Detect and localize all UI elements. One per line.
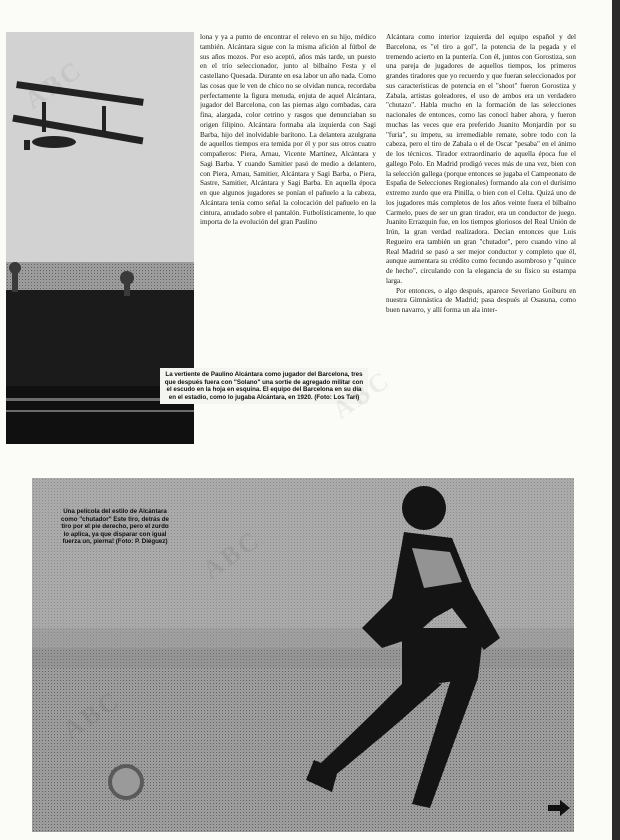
page-edge-bar [612,0,620,840]
article-paragraph: Por entonces, o algo después, aparece Severiano Goiburu en nuestra Gimnástica de Madrid; pasa después al Osasuna, como buen navarro, y allí forma un ala inter- [386,286,576,314]
caption-top-photo: La vertiente de Paulino Alcántara como jugador del Barcelona, tres que después fuera con "Solano" una sortie de agregado militar con el escudo en la hoja en esquina. El equipo del Barcelona en su día en el estadio, como lo jugaba Alcántara, en 1920. (Foto: Los Tarí) [160,368,368,404]
caption-bottom-photo: Una pelícola del estilo de Alcántara como "chutador" Este tiro, detrás de tiro por el pie derecho, pero el zurdo lo aplica, ya que disparar con igual fuerza un, pierna! (Foto: P. Diéguez) [61,508,169,546]
arrow-right-icon[interactable] [548,800,570,816]
article-paragraph: lona y ya a punto de encontrar el relevo en su hijo, médico también. Alcántara sigue con la misma afición al fútbol de sus años mozos. Por eso aceptó, años más tarde, un puesto en el trío seleccionador, junto al bilbaíno Festa y el castellano Quesada. Durante en esa labor un año nada. Como las cosas que le ven de chico no se olvidan nunca, recordaba perfectamente la figura menuda, enjuta de aquel Alcántara, jugador del Barcelona, con las piernas algo combadas, cara fina, alargada, color cetrino y rasgos que denunciaban su origen filipino. Alcántara formaba ala izquierda con Sagi Barba, hijo del inolvidable barítono. La delantera azulgrana de aquellos tiempos era temida por él y por sus otros cuatro compañeros: Piera, Arnau, Vicente Martínez, Alcántara y Sagi Barba. Y cuando Samitier pasó de medio a delantero, con Piera, Arnau, Samitier, Alcántara y Sagi Barba, o Piera, Sastre, Samitier, Alcántara y Sagi Barba. En aquella época en que algunos jugadores se ponían el pañuelo a la cabeza, Alcántara tenía como señal la colocación del pañuelo en la cintura, anudado sobre el pantalón. Futbolísticamente, lo que importa de la evolución del gran Paulino [200,33,376,227]
article-column-right [386,33,576,473]
article-paragraph: Alcántara como interior izquierda del equipo español y del Barcelona, es "el tiro a gol", la potencia de la pegada y el tremendo acierto en la puntería. Con él, juntos con Gorostiza, son una pareja de jugadores de aquellos tiempos, los primeros grandes tiradores que yo recuerdo y que fueran seleccionados por sus características de potencia en el "shoot" fueron Gorostiza y Zabala, artistas goleadores, el uso de ambos era un verdadero "chutazo". Habla mucho en la formación de las selecciones nacionales de entonces, como las conocí haber ahora, y fueron muchas las veces que era preferido Juanito Monjardín por su "furia", su ímpetu, su irremediable remate, sobre todo con la cabeza, pero el tiro de Zabala o el de Oscar "pesaba" en el ánimo de los técnicos. Tirador extraordinario de aquella época fue el gallego Polo. En Madrid prodigó veces más de una vez, bien con la selección gallega (porque entonces se jugaba el Campeonato de España de Selecciones Regionales) formando ala con el durísimo extremo zurdo que era Pinilla, o bien con el Celta. Quizá uno de los jugadores más completos de los años veinte fuera el bilbaíno Carmelo, pues de ser un gran tirador, era un conductor de juego. Juanito Errazquin fue, en los tiempos gloriosos del Real Unión de Irún, la gran verdad realizadora. Decían entonces que Luis Regueiro era también un gran "chutador", pero cuando vino al Real Madrid se pasó a ser mejor conductor y completo que él, aunque aumentara su crédito como fecundo asombroso y "quince de hecho", circulando con la elegancia de su físico su estampa larga. [386,33,576,285]
article-column-middle [200,33,376,363]
